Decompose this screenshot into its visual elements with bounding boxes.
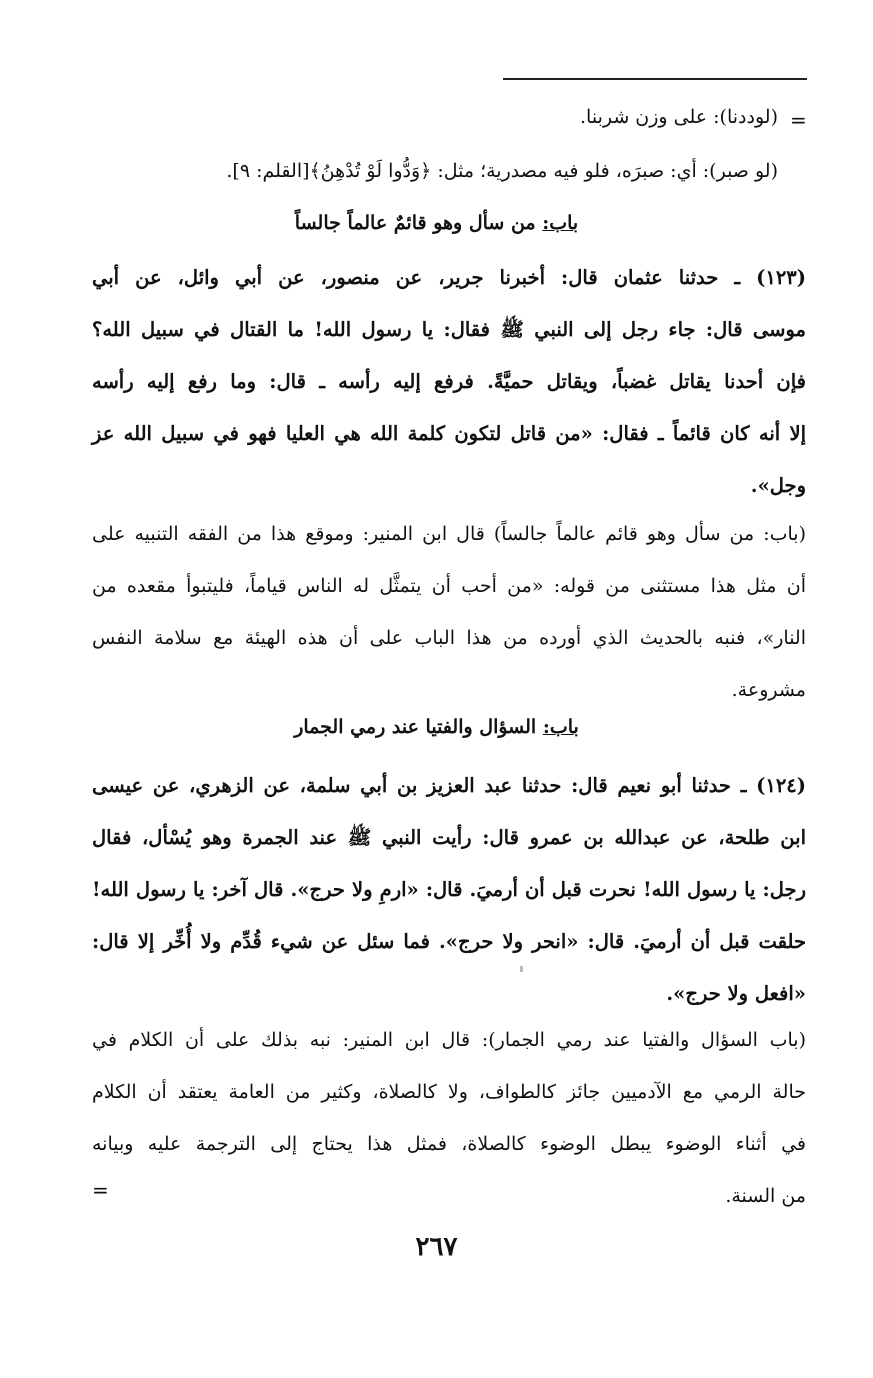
commentary-line: مشروعة. bbox=[731, 679, 806, 701]
continuation-mark-bottom: = bbox=[92, 1178, 109, 1202]
hadith-line: حلقت قبل أن أرميَ. قال: «انحر ولا حرج». فما سئل عن شيء قُدِّم ولا أُخِّر إلا قال: bbox=[92, 930, 806, 953]
bab-label: باب: bbox=[542, 212, 579, 234]
commentary-1 bbox=[92, 508, 806, 716]
commentary-2 bbox=[92, 1014, 806, 1222]
commentary-line: (باب: من سأل وهو قائم عالماً جالساً) قال ابن المنير: وموقع هذا من الفقه التنبيه على bbox=[92, 523, 806, 545]
hadith-line: وجل». bbox=[750, 474, 806, 497]
commentary-line: من السنة. bbox=[725, 1185, 806, 1207]
hadith-line: «افعل ولا حرج». bbox=[666, 982, 806, 1005]
hadith-line: ابن طلحة، عن عبدالله بن عمرو قال: رأيت النبي ﷺ عند الجمرة وهو يُسْأل، فقال bbox=[92, 826, 806, 849]
hadith-line: موسى قال: جاء رجل إلى النبي ﷺ فقال: يا رسول الله! ما القتال في سبيل الله؟ bbox=[92, 318, 806, 341]
hadith-line: (١٢٣) ـ حدثنا عثمان قال: أخبرنا جرير، عن منصور، عن أبي وائل، عن أبي bbox=[92, 266, 806, 289]
commentary-line: (باب السؤال والفتيا عند رمي الجمار): قال ابن المنير: نبه بذلك على أن الكلام في bbox=[92, 1029, 806, 1051]
commentary-line: حالة الرمي مع الآدميين جائز كالطواف، ولا كالصلاة، وكثير من العامة يعتقد أن الكلام bbox=[92, 1081, 806, 1103]
footnote-separator-rule bbox=[503, 78, 807, 80]
heading-text: السؤال والفتيا عند رمي الجمار bbox=[294, 716, 543, 738]
hadith-123 bbox=[92, 252, 806, 512]
print-speck bbox=[520, 966, 523, 972]
section-heading-2 bbox=[0, 716, 873, 738]
hadith-line: (١٢٤) ـ حدثنا أبو نعيم قال: حدثنا عبد العزيز بن أبي سلمة، عن الزهري، عن عيسى bbox=[92, 774, 806, 797]
commentary-line: أن مثل هذا مستثنى من قوله: «من أحب أن يتمثَّل له الناس قياماً، فليتبوأ مقعده من bbox=[92, 575, 806, 597]
hadith-line: فإن أحدنا يقاتل غضباً، ويقاتل حميَّةً. فرفع إليه رأسه ـ قال: وما رفع إليه رأسه bbox=[92, 370, 806, 393]
bab-label: باب: bbox=[542, 716, 579, 738]
note-line-2: (لو صبر): أي: صبرَه، فلو فيه مصدرية؛ مثل: ﴿وَدُّوا لَوْ تُدْهِنُ﴾[القلم: ٩]. bbox=[226, 160, 778, 182]
commentary-line: في أثناء الوضوء يبطل الوضوء كالصلاة، فمثل هذا يحتاج إلى الترجمة عليه وبيانه bbox=[92, 1133, 806, 1155]
page-number: ٢٦٧ bbox=[415, 1232, 458, 1262]
commentary-line: النار»، فنبه بالحديث الذي أورده من هذا الباب على أن هذه الهيئة مع سلامة النفس bbox=[92, 627, 806, 649]
hadith-line: رجل: يا رسول الله! نحرت قبل أن أرميَ. قال: «ارمِ ولا حرج». قال آخر: يا رسول الله! bbox=[92, 878, 806, 901]
note-line-1: (لوددنا): على وزن شربنا. bbox=[580, 106, 778, 128]
hadith-124 bbox=[92, 760, 806, 1020]
hadith-line: إلا أنه كان قائماً ـ فقال: «من قاتل لتكون كلمة الله هي العليا فهو في سبيل الله عز bbox=[92, 422, 806, 445]
heading-text: من سأل وهو قائمٌ عالماً جالساً bbox=[294, 212, 543, 234]
continuation-mark-top: = bbox=[790, 108, 807, 132]
section-heading-1 bbox=[0, 212, 873, 234]
